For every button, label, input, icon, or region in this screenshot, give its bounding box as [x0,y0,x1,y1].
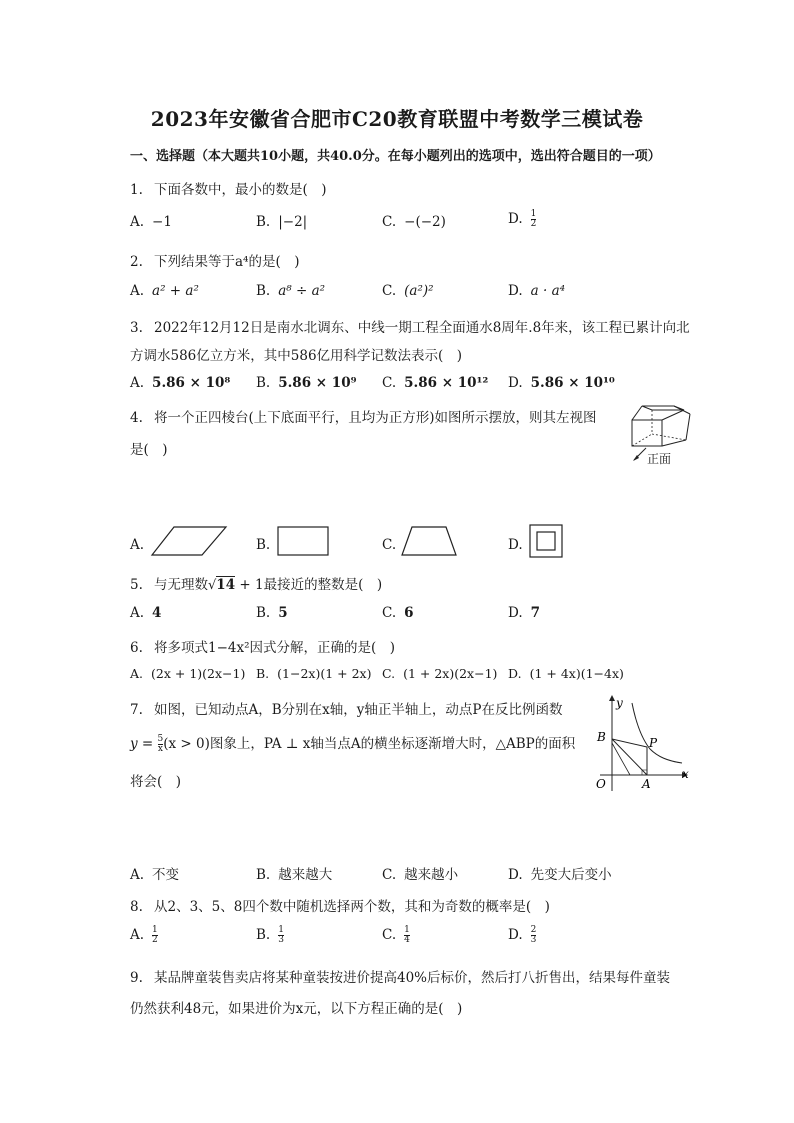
option-a-parallelogram [150,525,230,557]
option-a: (2x + 1)(2x−1) [151,666,246,681]
axis-label-x: x [682,767,689,781]
option-c: 越来越小 [404,867,459,883]
option-d: $\frac{2}{3}$ [530,925,537,945]
option-c: 5.86 × 10¹² [404,375,489,391]
option-d: 先变大后变小 [530,867,612,883]
question-text: 仍然获利48元，如果进价为x元，以下方程正确的是( ) [130,1001,463,1017]
question-text: 将多项式1−4x²因式分解，正确的是( ) [154,640,396,656]
option-label: A. [130,867,145,883]
option-b: 5.86 × 10⁹ [278,375,357,391]
question-5: 5. 与无理数√14 + 1最接近的整数是( ) [130,577,383,593]
question-7-line3 [130,770,181,790]
option-label: C. [382,666,396,681]
option-a: 不变 [152,867,180,883]
point-label-A: A [642,777,651,791]
option-label: A. [130,214,145,230]
option-b: |−2| [278,214,308,230]
question-8 [130,895,550,915]
question-4-line2 [130,438,168,458]
question-3 [130,316,690,336]
option-label: B. [256,605,271,621]
page-title: 2023年安徽省合肥市C20教育联盟中考数学三模试卷 [150,107,644,131]
option-c: $\frac{1}{4}$ [404,925,410,945]
option-label: B. [256,927,271,943]
function-lhs: y = [130,736,158,752]
question-text: 2022年12月12日是南水北调东、中线一期工程全面通水8周年.8年来，该工程已累计向北 [154,320,690,336]
option-label: A. [130,666,144,681]
question-number: 2. [130,254,143,270]
option-b: 5 [278,605,288,621]
option-b-rectangle [276,525,332,557]
question-9 [130,966,670,986]
option-label: C. [382,214,397,230]
option-c-trapezoid [400,525,460,557]
option-label: B. [256,283,271,299]
question-number: 3. [130,320,143,336]
option-label: A. [130,537,145,553]
figure-label-front: 正面 [647,452,672,466]
question-7-line2 [130,732,575,754]
section-heading: 一、选择题（本大题共10小题，共40.0分。在每小题列出的选项中，选出符合题目的一项） [130,149,661,164]
option-d-nested-square [528,523,568,559]
option-a: −1 [152,214,172,230]
option-label: D. [508,605,523,621]
question-number: 7. [130,702,143,718]
option-label: B. [256,867,271,883]
question-number: 9. [130,970,143,986]
option-label: D. [508,211,523,227]
question-6 [130,636,395,656]
question-text: (x > 0)图象上，PA ⊥ x轴当点A的横坐标逐渐增大时，△ABP的面积 [163,736,576,752]
option-c: −(−2) [404,214,446,230]
option-label: D. [508,867,523,883]
point-label-B: B [597,730,606,744]
question-4 [130,406,597,426]
option-label: B. [256,666,270,681]
question-number: 8. [130,899,143,915]
question-text: 某品牌童装售卖店将某种童装按进价提高40%后标价，然后打八折售出，结果每件童装 [154,970,671,986]
option-label: C. [382,283,397,299]
option-b: $\frac{1}{3}$ [278,925,284,945]
question-text: 下面各数中，最小的数是( ) [154,182,327,198]
point-label-O: O [596,777,606,791]
option-label: C. [382,927,397,943]
question-text: 方调水586亿立方米，其中586亿用科学记数法表示( ) [130,348,463,364]
sqrt-radicand: 14 [216,577,236,593]
option-d: a · a⁴ [530,283,566,299]
option-d: 5.86 × 10¹⁰ [530,375,615,391]
option-label: D. [508,537,523,553]
question-1 [130,178,327,198]
option-d: (1 + 4x)(1−4x) [529,666,624,681]
option-c: 6 [404,605,414,621]
option-label: D. [508,375,523,391]
option-label: C. [382,375,397,391]
question-text: 从2、3、5、8四个数中随机选择两个数，其和为奇数的概率是( ) [154,899,550,915]
option-a: $\frac{1}{2}$ [152,925,158,945]
question-text: + 1最接近的整数是( ) [235,577,383,593]
option-label: A. [130,283,145,299]
option-label: A. [130,605,145,621]
option-label: C. [382,537,397,553]
option-b: (1−2x)(1 + 2x) [277,666,372,681]
question-number: 6. [130,640,143,656]
option-label: C. [382,605,397,621]
question-7 [130,698,563,718]
option-label: A. [130,927,145,943]
option-c: (1 + 2x)(2x−1) [403,666,498,681]
option-label: D. [508,666,522,681]
question-text: 将会( ) [130,774,182,790]
option-label: D. [508,283,523,299]
question-2 [130,250,300,270]
option-b: 越来越大 [278,867,333,883]
option-label: B. [256,214,271,230]
question-text: 与无理数 [154,577,208,593]
point-label-P: P [649,736,658,750]
option-label: A. [130,375,145,391]
function-fraction: $\frac{5}{x}$ [157,734,164,754]
option-b: a⁸ ÷ a² [278,283,326,299]
option-d: $\frac{1}{2}$ [530,209,537,229]
option-c: (a²)² [404,283,434,299]
question-text: 如图，已知动点A，B分别在x轴，y轴正半轴上，动点P在反比例函数 [154,702,563,718]
option-label: D. [508,927,523,943]
question-3-line2 [130,344,462,364]
axis-label-y: y [616,696,623,710]
question-9-line2 [130,997,462,1017]
option-a: 4 [152,605,162,621]
question-number: 1. [130,182,143,198]
option-label: B. [256,375,271,391]
option-a: a² + a² [152,283,199,299]
coordinate-figure [590,695,690,795]
option-d: 7 [530,605,541,621]
question-number: 5. [130,577,143,593]
option-a: 5.86 × 10⁸ [152,375,231,391]
question-number: 4. [130,410,143,426]
question-text: 下列结果等于a⁴的是( ) [154,254,300,270]
question-text: 是( ) [130,442,168,458]
question-text: 将一个正四棱台(上下底面平行，且均为正方形)如图所示摆放，则其左视图 [154,410,597,426]
option-label: C. [382,867,397,883]
option-label: B. [256,537,271,553]
